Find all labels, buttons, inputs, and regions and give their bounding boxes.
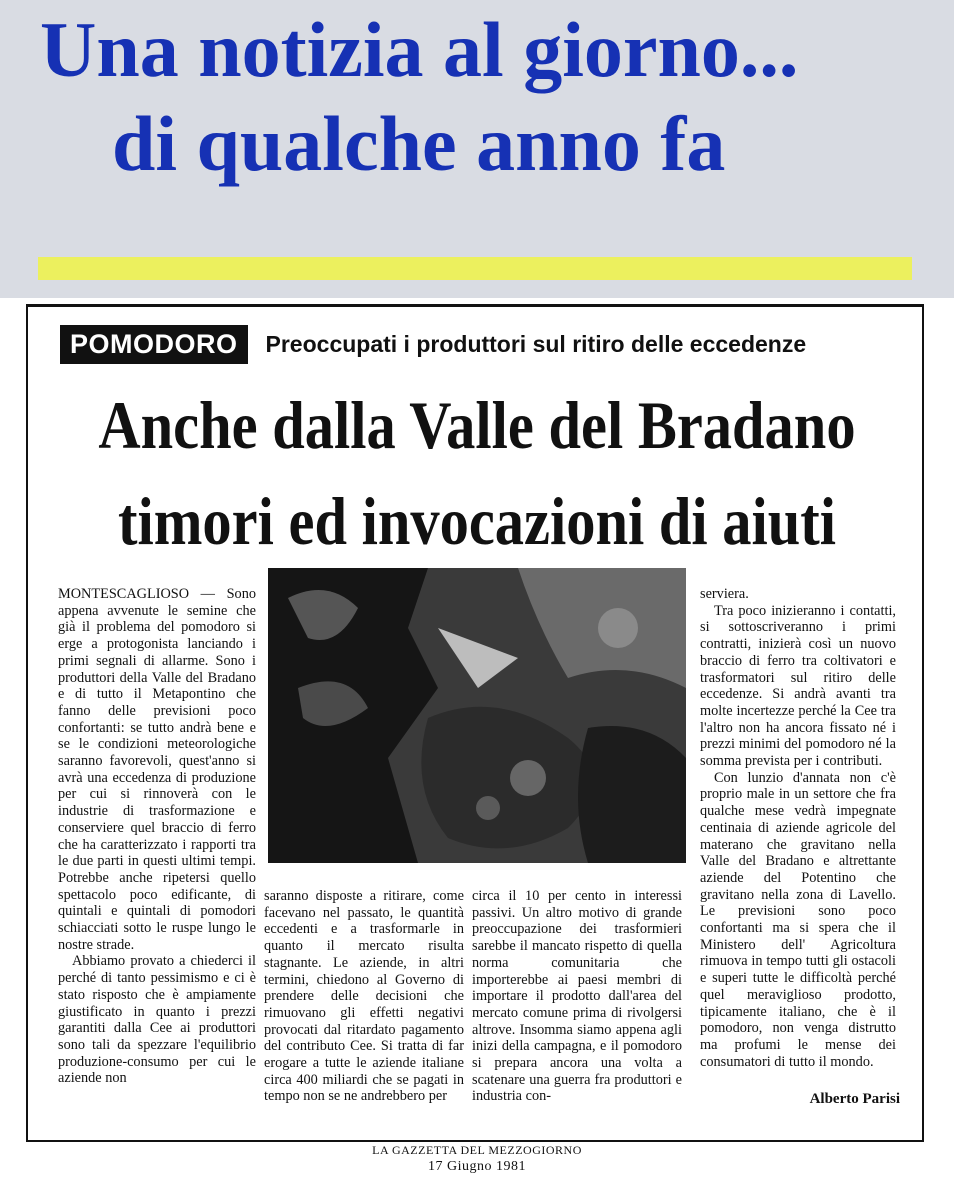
page-title (0, 0, 954, 200)
headline-line-2: timori ed invocazioni di aiuti (117, 483, 837, 559)
source-citation (0, 1143, 954, 1175)
column-4-paragraph-2: Tra poco inizieranno i contatti, si sottoscriveranno i primi contratti, inizierà così un nuovo braccio di ferro tra coltivatori e trasformatori sul ritiro delle eccedenze. Si andrà avanti tra molte incertezze perché la Cee tra l'altro non ha ancora fissato né i prezzi minimi del pomodoro né la somma prevista per i contributi. (700, 602, 896, 770)
kicker-badge: POMODORO (60, 325, 248, 364)
article-column-3 (472, 888, 682, 1105)
page-title-line-2: di qualche anno fa (112, 100, 726, 187)
newspaper-clipping (0, 298, 954, 1200)
column-1-paragraph-2: Abbiamo provato a chiederci il perché di tanto pessimismo e ci è stato risposto che è ampiamente giustificato in quanto i prezzi garantiti dalla Cee ai produttori sono tali da spezzare l'equilibrio produzione-consumo per cui le aziende non (58, 953, 256, 1087)
article-column-1 (58, 586, 256, 1087)
article-column-2 (264, 888, 464, 1105)
article-photo (268, 568, 686, 863)
headline-line-1: Anche dalla Valle del Bradano (98, 387, 856, 463)
article-column-4 (700, 586, 896, 1070)
column-2-paragraph-1: saranno disposte a ritirare, come facevano nel passato, le quantità eccedenti e a trasformarle in quanto il mercato risulta stagnante. Le aziende, in altri termini, chiedono al Governo di prendere delle decisioni che rimuovano gli effetti negativi provocati dal ritardato pagamento del contributo Cee. Si tratta di far erogare a tutte le aziende italiane circa 400 miliardi che se pagati in tempo non se ne andrebbero per (264, 888, 464, 1105)
page-title-line-1: Una notizia al giorno... (40, 6, 799, 93)
column-1-paragraph-1: MONTESCAGLIOSO — Sono appena avvenute le semine che già il problema del pomodoro si erge a protogonista lanciando i primi segnali di allarme. Sono i produttori della Valle del Bradano e di tutto il Metapontino che fanno delle previsioni poco confortanti: se tutto andrà bene e se le condizioni meteorologiche saranno favorevoli, quest'anno si avrà una eccedenza di produzione per cui si rinnoverà con le industrie di trasformazione e conserviere quel braccio di ferro che ha caratterizzato i rapporti tra le due parti in questi ultimi tempi. Potrebbe anche ripetersi quello spettacolo poco edificante, di quintali e quintali di pomodori schiacciati sotto le ruspe lungo le nostre strade. (58, 586, 256, 953)
column-3-paragraph-1: circa il 10 per cento in interessi passivi. Un altro motivo di grande preoccupazione dei trasformieri sarebbe il mancato rispetto di quella norma comunitaria che importerebbe ai paesi membri di importare il prodotto dall'area del mercato comune prima di rivolgersi altrove. Insomma siamo appena agli inizi della campagna, e il pomodoro si prepara ancora una volta a scatenare una guerra fra produttori e industria con- (472, 888, 682, 1105)
publication-date: 17 Giugno 1981 (428, 1159, 526, 1174)
column-4-paragraph-3: Con lunzio d'annata non c'è proprio male in un settore che fra qualche mese vedrà impegnate centinaia di aziende agricole del materano che gravitano nella Valle del Bradano e altrettante aziende del Potentino che gravitano nella zona di Lavello. Le previsioni sono poco confortanti ma si spera che il Ministero dell' Agricoltura rimuova in tempo tutti gli ostacoli e superi tutte le difficoltà perché quel meraviglioso prodotto, tipicamente italiano, che è il pomodoro, non venga distrutto ma profumi le mense dei consumatori di tutto il mondo. (700, 769, 896, 1070)
article-subheading: Preoccupati i produttori sul ritiro delle eccedenze (265, 330, 807, 357)
article-byline: Alberto Parisi (809, 1091, 900, 1107)
column-4-paragraph-1: serviera. (700, 586, 749, 602)
kicker-row (60, 322, 806, 366)
highlight-divider (38, 257, 912, 280)
photo-illustration (268, 568, 686, 863)
newspaper-name: LA GAZZETTA DEL MEZZOGIORNO (372, 1143, 582, 1157)
